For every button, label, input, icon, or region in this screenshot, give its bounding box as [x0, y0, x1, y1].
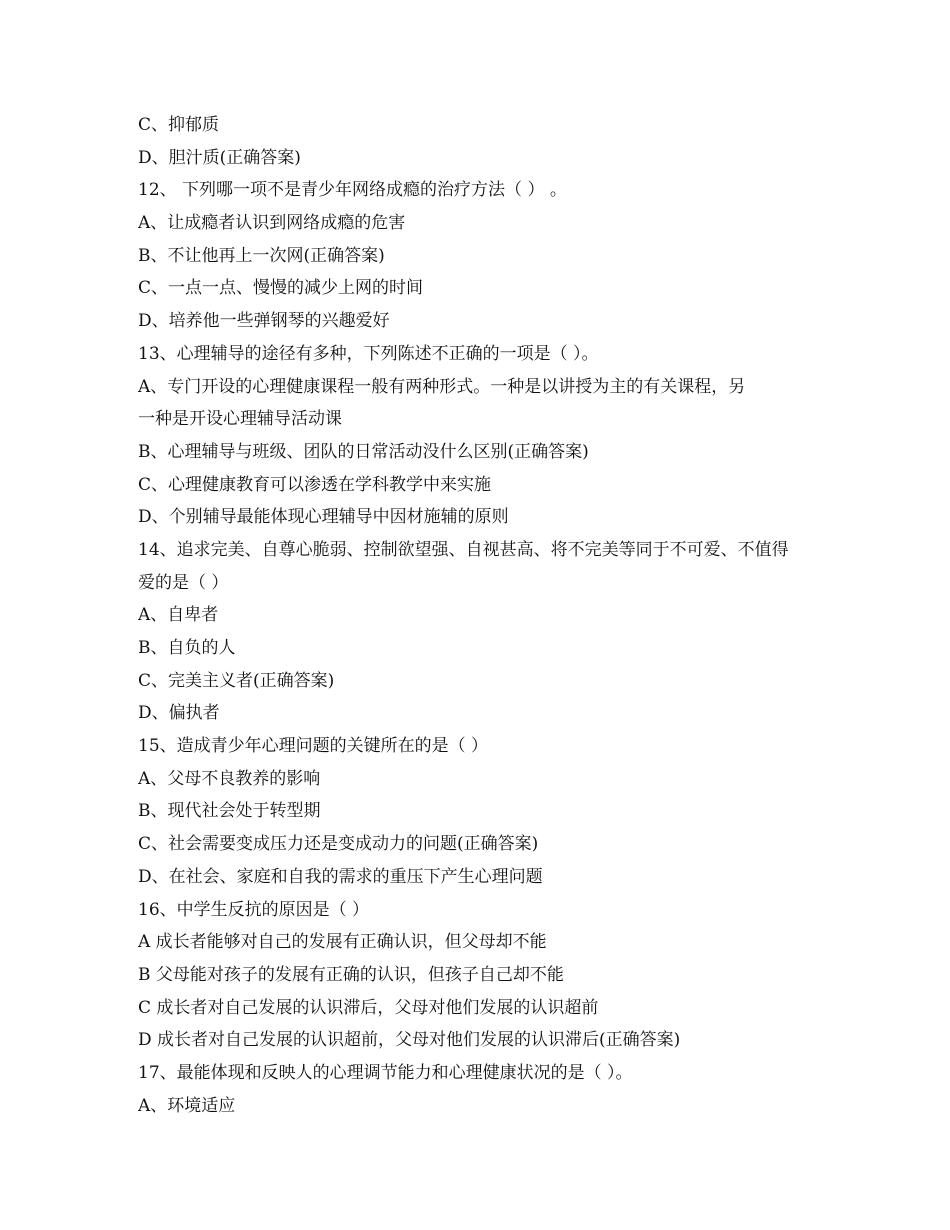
- option-b-16: B 父母能对孩子的发展有正确的认识，但孩子自己却不能: [138, 964, 564, 985]
- option-c-16: C 成长者对自己发展的认识滞后，父母对他们发展的认识超前: [138, 997, 599, 1018]
- question-14-cont: 爱的是（ ）: [138, 572, 229, 593]
- option-a-17: A、环境适应: [138, 1095, 236, 1116]
- option-d-13: D、个别辅导最能体现心理辅导中因材施辅的原则: [138, 507, 509, 528]
- option-d-16: D 成长者对自己发展的认识超前，父母对他们发展的认识滞后(正确答案): [138, 1030, 681, 1051]
- option-c-12: C、一点一点、慢慢的减少上网的时间: [138, 278, 424, 299]
- option-d-11: D、胆汁质(正确答案): [138, 147, 301, 168]
- option-a-15: A、父母不良教养的影响: [138, 768, 321, 789]
- option-a-16: A 成长者能够对自己的发展有正确认识，但父母却不能: [138, 932, 547, 953]
- option-d-14: D、偏执者: [138, 703, 220, 724]
- option-a-13: A、专门开设的心理健康课程一般有两种形式。一种是以讲授为主的有关课程，另: [138, 376, 746, 397]
- question-16: 16、中学生反抗的原因是（ ）: [138, 899, 370, 920]
- option-b-15: B、现代社会处于转型期: [138, 801, 321, 822]
- question-12: 12、 下列哪一项不是青少年网络成瘾的治疗方法（ ） 。: [138, 180, 567, 201]
- question-14: 14、追求完美、自尊心脆弱、控制欲望强、自视甚高、将不完美等同于不可爱、不值得: [138, 539, 789, 560]
- option-c-15: C、社会需要变成压力还是变成动力的问题(正确答案): [138, 834, 539, 855]
- option-a-13-cont: 一种是开设心理辅导活动课: [138, 409, 342, 430]
- option-c-11: C、抑郁质: [138, 115, 220, 135]
- question-15: 15、造成青少年心理问题的关键所在的是（ ）: [138, 736, 489, 757]
- option-a-14: A、自卑者: [138, 605, 219, 626]
- option-d-15: D、在社会、家庭和自我的需求的重压下产生心理问题: [138, 866, 543, 887]
- option-b-12: B、不让他再上一次网(正确答案): [138, 245, 385, 266]
- option-b-14: B、自负的人: [138, 638, 236, 658]
- document-body: [138, 109, 828, 1122]
- option-a-12: A、让成瘾者认识到网络成瘾的危害: [138, 213, 406, 234]
- option-c-14: C、完美主义者(正确答案): [138, 670, 335, 691]
- option-b-13: B、心理辅导与班级、团队的日常活动没什么区别(正确答案): [138, 441, 589, 462]
- option-d-12: D、培养他一些弹钢琴的兴趣爱好: [138, 311, 390, 332]
- question-17: 17、最能体现和反映人的心理调节能力和心理健康状况的是（ ）。: [138, 1062, 633, 1083]
- option-c-13: C、心理健康教育可以渗透在学科教学中来实施: [138, 474, 492, 495]
- question-13: 13、心理辅导的途径有多种，下列陈述不正确的一项是（ ）。: [138, 343, 599, 364]
